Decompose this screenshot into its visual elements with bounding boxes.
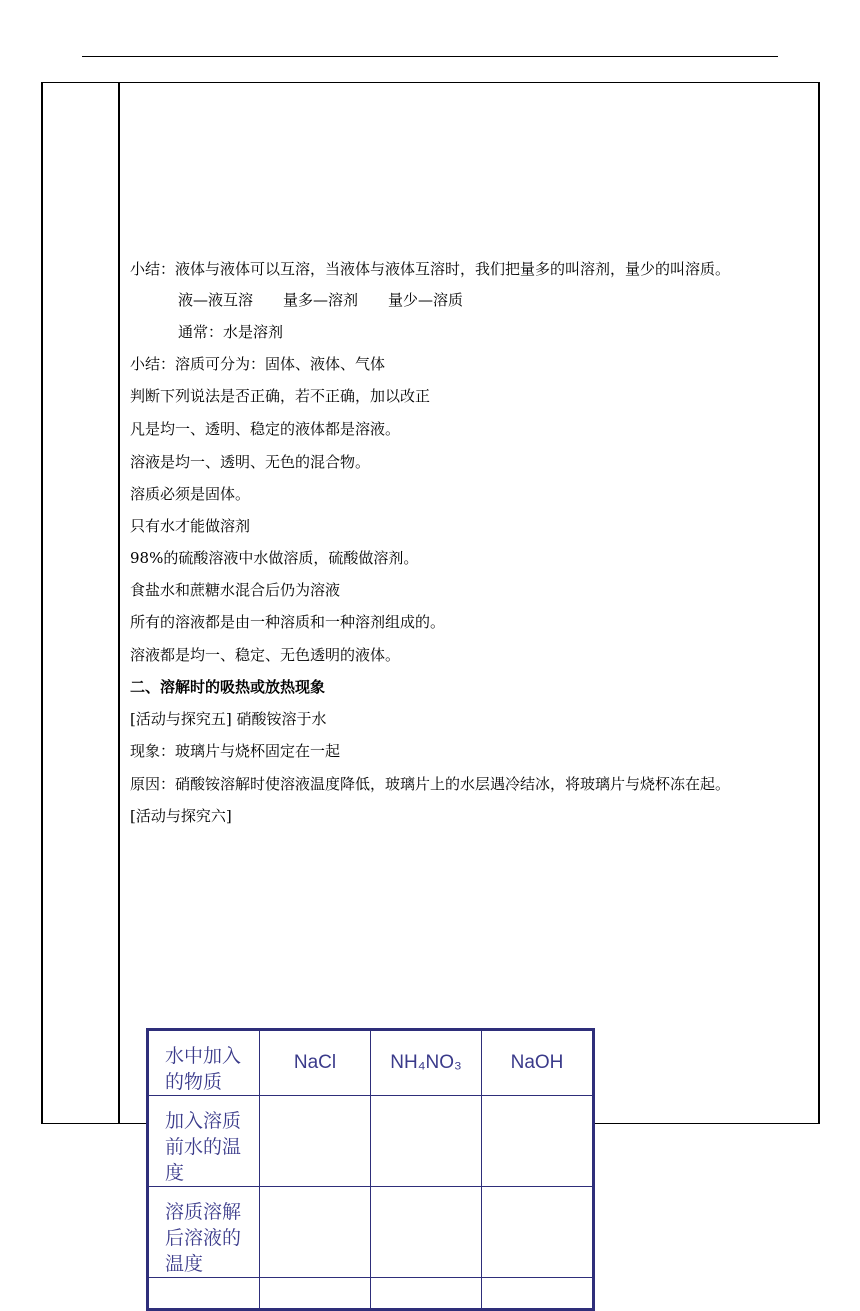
- header-cell-naoh: NaOH: [482, 1030, 594, 1096]
- header-rule: [82, 56, 778, 57]
- question-intro: 判断下列说法是否正确，若不正确，加以改正: [130, 387, 431, 405]
- summary-line-2: 液—液互溶 量多—溶剂 量少—溶质: [178, 291, 464, 309]
- table-row: [148, 1187, 594, 1278]
- table-row: [148, 1030, 594, 1096]
- table-cell: [371, 1278, 482, 1310]
- table-cell: [260, 1187, 371, 1278]
- section-heading: 二、溶解时的吸热或放热现象: [130, 678, 326, 696]
- reason: 原因：硝酸铵溶解时使溶液温度降低，玻璃片上的水层遇冷结冰，将玻璃片与烧杯冻在起。: [130, 775, 731, 793]
- header-cell-nacl: NaCl: [260, 1030, 371, 1096]
- statement-6: 食盐水和蔗糖水混合后仍为溶液: [130, 581, 341, 599]
- table-cell: [371, 1096, 482, 1187]
- table-cell: [371, 1187, 482, 1278]
- activity-6: [活动与探究六]: [130, 807, 232, 825]
- summary-line-3: 通常：水是溶剂: [178, 323, 284, 341]
- column-divider: [118, 82, 120, 1124]
- table-cell: [482, 1187, 594, 1278]
- summary-line-4: 小结：溶质可分为：固体、液体、气体: [130, 355, 386, 373]
- row-label-cell: 加入溶质前水的温度: [148, 1096, 260, 1187]
- statement-3: 溶质必须是固体。: [130, 485, 251, 503]
- statement-5: 98%的硫酸溶液中水做溶质，硫酸做溶剂。: [130, 549, 419, 567]
- summary-line-1: 小结：液体与液体可以互溶，当液体与液体互溶时，我们把量多的叫溶剂，量少的叫溶质。: [130, 260, 731, 278]
- table-row: [148, 1278, 594, 1310]
- statement-7: 所有的溶液都是由一种溶质和一种溶剂组成的。: [130, 613, 446, 631]
- statement-1: 凡是均一、透明、稳定的液体都是溶液。: [130, 420, 401, 438]
- header-cell-nh4no3: NH₄NO₃: [371, 1030, 482, 1096]
- table-cell: [260, 1278, 371, 1310]
- table-cell: [482, 1096, 594, 1187]
- row-label-cell: [148, 1278, 260, 1310]
- row-label-cell: 溶质溶解后溶液的温度: [148, 1187, 260, 1278]
- table-frame: [41, 82, 820, 1124]
- activity-5: [活动与探究五] 硝酸铵溶于水: [130, 710, 327, 728]
- statement-4: 只有水才能做溶剂: [130, 517, 251, 535]
- phenomenon: 现象：玻璃片与烧杯固定在一起: [130, 742, 341, 760]
- statement-2: 溶液是均一、透明、无色的混合物。: [130, 453, 371, 471]
- header-cell: 水中加入的物质: [148, 1030, 260, 1096]
- table-cell: [482, 1278, 594, 1310]
- table-cell: [260, 1096, 371, 1187]
- statement-8: 溶液都是均一、稳定、无色透明的液体。: [130, 646, 401, 664]
- temperature-table: [146, 1028, 595, 1311]
- table-row: [148, 1096, 594, 1187]
